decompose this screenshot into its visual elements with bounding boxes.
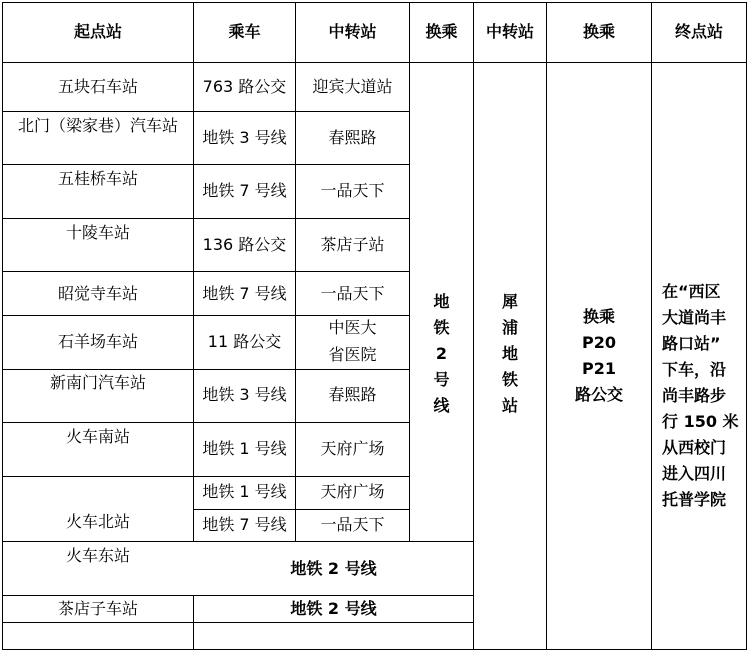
destination-line: 大道尚丰 xyxy=(662,308,727,327)
merged-ride-line: 地铁 2 号线 xyxy=(290,599,377,618)
table-rule xyxy=(2,595,473,596)
column-header-ride: 乘车 xyxy=(228,22,261,41)
start-station: 十陵车站 xyxy=(65,223,130,242)
transfer-line-cell xyxy=(410,289,473,419)
start-station: 石羊场车站 xyxy=(57,332,138,351)
table-rule xyxy=(2,476,410,477)
column-header-transfer-station: 中转站 xyxy=(328,22,377,41)
ride-line: 11 路公交 xyxy=(207,332,282,351)
column-header-transfer: 换乘 xyxy=(425,22,458,41)
column-header-start: 起点站 xyxy=(73,22,122,41)
ride-line: 136 路公交 xyxy=(202,235,287,254)
stack-char: 铁 xyxy=(501,370,518,389)
table-rule xyxy=(2,62,747,63)
stack-line: P21 xyxy=(582,359,616,378)
stack-char: 号 xyxy=(433,370,450,389)
ride-line: 地铁 7 号线 xyxy=(202,181,287,200)
merged-ride-line: 地铁 2 号线 xyxy=(290,559,377,578)
ride-line: 地铁 3 号线 xyxy=(202,128,287,147)
stack-line: 换乘 xyxy=(582,307,615,326)
destination-line: 路口站” xyxy=(662,334,721,353)
transfer-station: 天府广场 xyxy=(320,439,385,458)
table-rule xyxy=(2,315,410,316)
ride-line: 地铁 7 号线 xyxy=(202,284,287,303)
stack-char: 犀 xyxy=(501,292,518,311)
table-rule xyxy=(409,2,410,542)
transfer-station: 一品天下 xyxy=(320,515,385,534)
ride-line: 地铁 3 号线 xyxy=(202,385,287,404)
transfer-station: 一品天下 xyxy=(320,284,385,303)
start-station: 新南门汽车站 xyxy=(49,373,146,392)
start-station: 北门（梁家巷）汽车站 xyxy=(17,116,178,135)
transfer-station: 茶店子站 xyxy=(320,235,385,254)
start-station: 昭觉寺车站 xyxy=(57,284,138,303)
table-rule xyxy=(2,2,747,3)
column-header-destination: 终点站 xyxy=(674,22,723,41)
table-rule xyxy=(193,509,410,510)
transfer-station: 天府广场 xyxy=(320,482,385,501)
transfer-station: 春熙路 xyxy=(328,128,377,147)
start-station: 茶店子车站 xyxy=(57,599,138,618)
start-station: 五块石车站 xyxy=(57,77,138,96)
table-rule xyxy=(2,164,410,165)
start-station: 火车南站 xyxy=(65,427,130,446)
destination-line: 托普学院 xyxy=(662,490,727,509)
table-rule xyxy=(2,218,410,219)
stack-char: 站 xyxy=(501,396,518,415)
start-station: 五桂桥车站 xyxy=(57,169,138,188)
transfer-station-line-2: 省医院 xyxy=(328,345,377,364)
destination-line: 在“西区 xyxy=(662,282,721,301)
destination-line: 进入四川 xyxy=(662,464,727,483)
stack-char: 地 xyxy=(433,292,450,311)
table-rule xyxy=(651,2,652,650)
stack-char: 2 xyxy=(435,344,448,363)
destination-line: 下车，沿 xyxy=(662,360,727,379)
table-rule xyxy=(2,622,473,623)
ride-line: 地铁 1 号线 xyxy=(202,482,287,501)
column-header-transfer-station-2: 中转站 xyxy=(485,22,534,41)
stack-line: 路公交 xyxy=(574,385,623,404)
table-rule xyxy=(2,649,747,650)
stack-line: P20 xyxy=(582,333,616,352)
ride-line: 地铁 7 号线 xyxy=(202,515,287,534)
column-header-transfer-2: 换乘 xyxy=(582,22,615,41)
table-rule xyxy=(2,422,410,423)
stack-char: 线 xyxy=(433,396,450,415)
transfer-station: 一品天下 xyxy=(320,181,385,200)
table-rule xyxy=(2,271,410,272)
stack-char: 铁 xyxy=(433,318,450,337)
destination-line: 行 150 米 xyxy=(662,412,739,431)
stack-char: 浦 xyxy=(501,318,518,337)
destination-cell xyxy=(662,279,746,513)
table-rule xyxy=(2,541,473,542)
table-rule xyxy=(2,369,410,370)
table-rule xyxy=(746,2,747,650)
transfer-station: 春熙路 xyxy=(328,385,377,404)
transfer-station-2-cell xyxy=(474,289,546,419)
table-rule xyxy=(2,111,410,112)
start-station: 火车东站 xyxy=(65,546,130,565)
destination-line: 尚丰路步 xyxy=(662,386,727,405)
transfer-2-cell xyxy=(547,304,651,408)
ride-line: 地铁 1 号线 xyxy=(202,439,287,458)
stack-char: 地 xyxy=(501,344,518,363)
ride-line: 763 路公交 xyxy=(202,77,287,96)
transfer-station: 迎宾大道站 xyxy=(312,77,393,96)
destination-line: 从西校门 xyxy=(662,438,727,457)
start-station: 火车北站 xyxy=(65,512,130,531)
transfer-station-line-1: 中医大 xyxy=(328,318,377,337)
